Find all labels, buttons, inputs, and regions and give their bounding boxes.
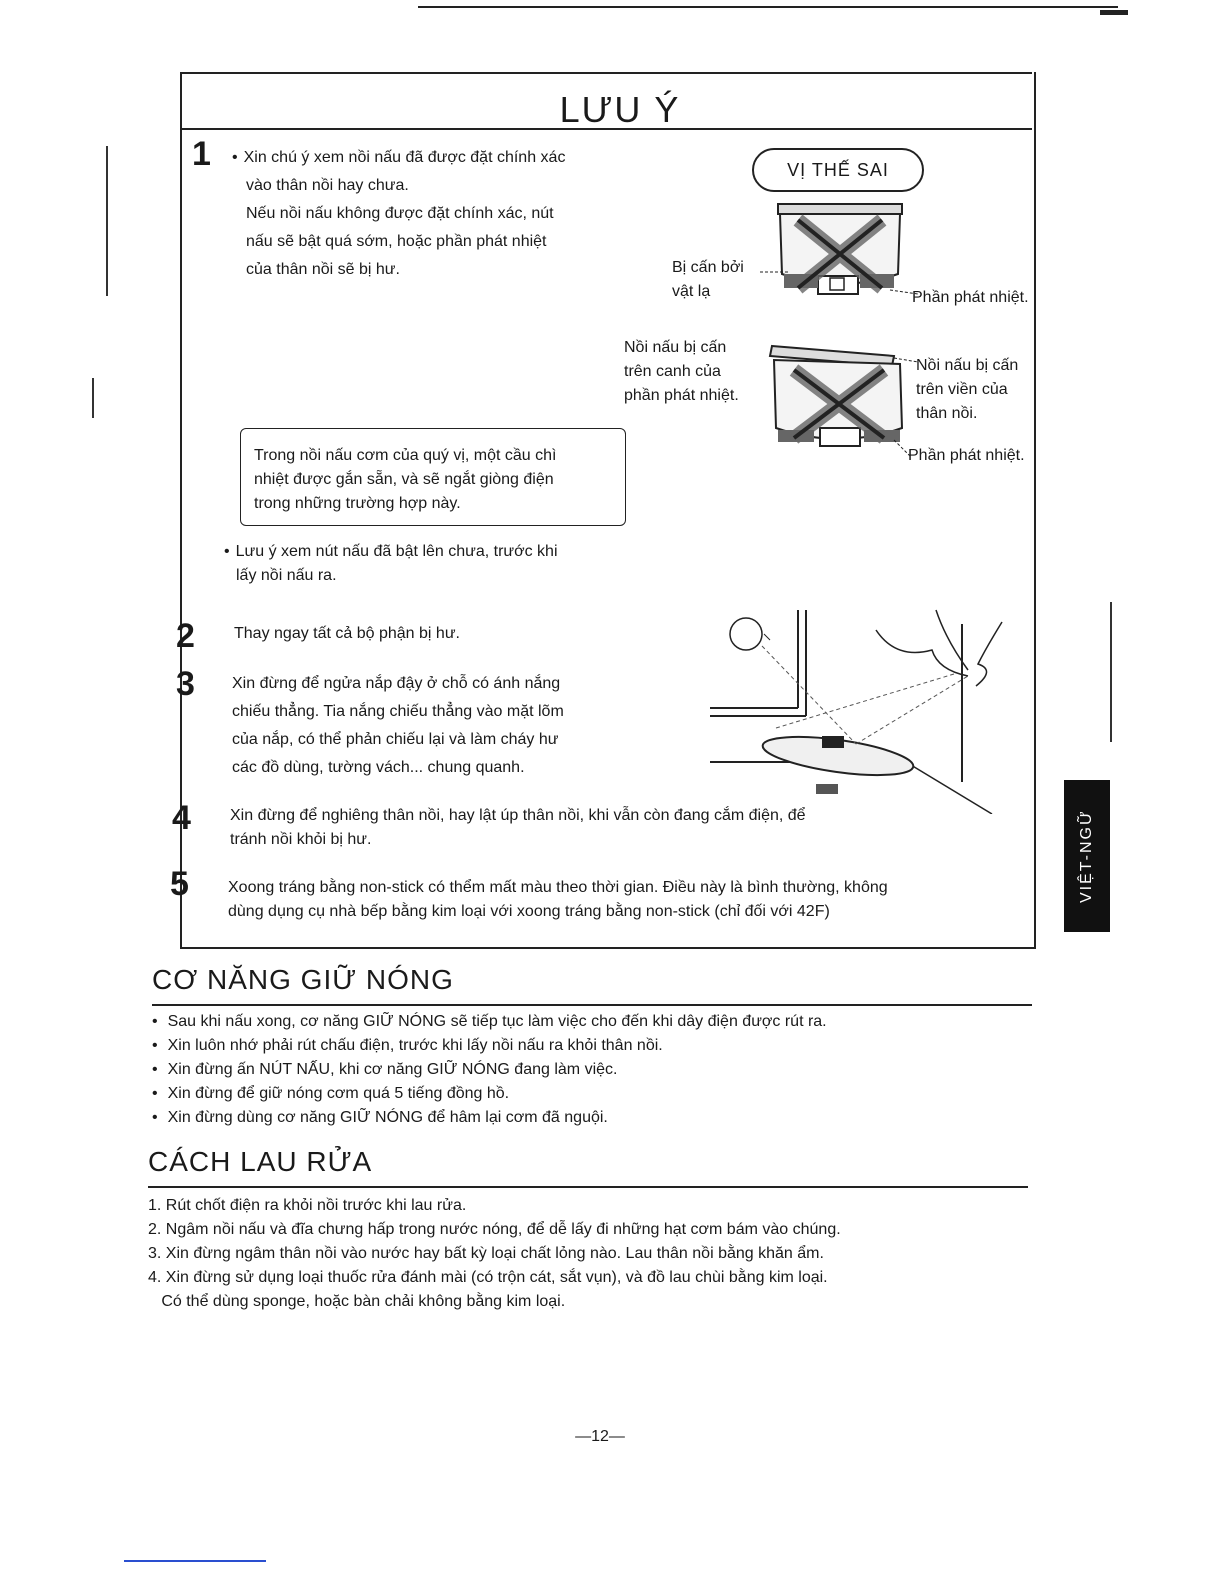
cleaning-list — [148, 1194, 1028, 1314]
fig2-right-line-3: thân nồi. — [916, 405, 978, 422]
item-1-extra-line-1: • Lưu ý xem nút nấu đã bật lên chưa, trước khi — [224, 540, 644, 564]
fig2-left-line-1: Nồi nấu bị cấn — [624, 339, 727, 356]
wrong-position-label: VỊ THẾ SAI — [752, 148, 924, 192]
item-4-line-2: tránh nồi khỏi bị hư. — [230, 831, 372, 848]
keep-warm-item-1: • Sau khi nấu xong, cơ năng GIỮ NÓNG sẽ tiếp tục làm việc cho đến khi dây điện được rút ra. — [152, 1010, 1032, 1034]
item-3-line-4: các đồ dùng, tường vách... chung quanh. — [232, 759, 525, 776]
keep-warm-item-4: • Xin đừng để giữ nóng cơm quá 5 tiếng đồng hồ. — [152, 1082, 1032, 1106]
item-1-line-3: Nếu nồi nấu không được đặt chính xác, nút — [246, 205, 554, 222]
fuse-note-text — [254, 444, 618, 516]
item-3-text — [232, 670, 672, 782]
cleaning-item-4-continuation: Có thể dùng sponge, hoặc bàn chải không bằng kim loại. — [148, 1293, 566, 1310]
fig1-left-caption — [672, 256, 744, 304]
item-1-text — [232, 144, 652, 284]
top-rule — [418, 6, 1118, 8]
keep-warm-item-3: • Xin đừng ấn NÚT NẤU, khi cơ năng GIỮ NÓNG đang làm việc. — [152, 1058, 1032, 1082]
item-1-extra-line-2: lấy nồi nấu ra. — [236, 567, 337, 584]
fuse-note-line-2: nhiệt được gắn sẵn, và sẽ ngắt giòng điện — [254, 471, 554, 488]
keep-warm-list — [152, 1010, 1032, 1130]
item-1-line-2: vào thân nồi hay chưa. — [246, 177, 409, 194]
item-number-3: 3 — [176, 665, 195, 703]
item-3-line-3: của nắp, có thể phản chiếu lại và làm cháy hư — [232, 731, 559, 748]
item-5-line-2: dùng dụng cụ nhà bếp bằng kim loại với xoong tráng bằng non-stick (chỉ đối với 42F) — [228, 903, 830, 920]
fig2-right-caption — [916, 354, 1018, 426]
cleaning-item-1: 1. Rút chốt điện ra khỏi nồi trước khi lau rửa. — [148, 1197, 467, 1214]
item-2-text: Thay ngay tất cả bộ phận bị hư. — [234, 625, 460, 642]
right-edge-mark — [1110, 602, 1112, 742]
fig2-right-line-2: trên viền của — [916, 381, 1008, 398]
left-edge-mark — [106, 146, 108, 296]
item-number-1: 1 — [192, 135, 211, 173]
page-number: —12— — [575, 1428, 625, 1445]
item-5-text — [228, 876, 1018, 924]
item-1-extra — [224, 540, 644, 588]
fig2-right-line-1: Nồi nấu bị cấn — [916, 357, 1019, 374]
left-edge-mark-2 — [92, 378, 94, 418]
cleaning-title: CÁCH LAU RỬA — [148, 1146, 373, 1177]
fig2-left-line-2: trên canh của — [624, 363, 721, 380]
keep-warm-item-5: • Xin đừng dùng cơ năng GIỮ NÓNG để hâm lại cơm đã nguội. — [152, 1106, 1032, 1130]
pot-foreign-object-illustration — [760, 190, 920, 310]
cleaning-item-2: 2. Ngâm nồi nấu và đĩa chưng hấp trong nước nóng, để dễ lấy đi những hạt cơm bám vào chúng. — [148, 1221, 841, 1238]
cleaning-item-3: 3. Xin đừng ngâm thân nồi vào nước hay bất kỳ loại chất lỏng nào. Lau thân nồi bằng khăn ẩm. — [148, 1245, 824, 1262]
sunlight-on-lid-illustration — [706, 604, 1026, 814]
fig2-bottom-caption: Phần phát nhiệt. — [908, 447, 1025, 464]
top-rule-end — [1100, 10, 1128, 15]
fig1-right-caption: Phần phát nhiệt. — [912, 289, 1029, 306]
item-4-text — [230, 804, 1010, 852]
pot-tilted-illustration — [764, 334, 920, 464]
keep-warm-title: CƠ NĂNG GIỮ NÓNG — [152, 964, 454, 995]
cleaning-rule — [148, 1186, 1028, 1188]
bottom-edge-line — [124, 1560, 266, 1562]
item-1-line-1: • Xin chú ý xem nồi nấu đã được đặt chính xác — [232, 144, 652, 172]
notice-heading: LƯU Ý — [559, 89, 681, 130]
item-1-line-5: của thân nồi sẽ bị hư. — [246, 261, 400, 278]
fig2-left-caption — [624, 336, 739, 408]
fig2-left-line-3: phần phát nhiệt. — [624, 387, 739, 404]
item-5-line-1: Xoong tráng bằng non-stick có thểm mất màu theo thời gian. Điều này là bình thường, không — [228, 879, 888, 896]
item-number-5: 5 — [170, 865, 189, 903]
item-1-line-4: nấu sẽ bật quá sớm, hoặc phần phát nhiệt — [246, 233, 547, 250]
language-tab-label: VIỆT-NGỮ — [1078, 809, 1095, 903]
item-number-4: 4 — [172, 799, 191, 837]
fuse-note-line-3: trong những trường hợp này. — [254, 495, 461, 512]
item-3-line-2: chiếu thẳng. Tia nắng chiếu thẳng vào mặt lõm — [232, 703, 564, 720]
fig1-left-line-2: vật lạ — [672, 283, 711, 300]
item-number-2: 2 — [176, 617, 195, 655]
cleaning-item-4: 4. Xin đừng sử dụng loại thuốc rửa đánh mài (có trộn cát, sắt vụn), và đồ lau chùi bằng kim loại. — [148, 1269, 828, 1286]
item-4-line-1: Xin đừng để nghiêng thân nồi, hay lật úp thân nồi, khi vẫn còn đang cắm điện, để — [230, 807, 806, 824]
fig1-left-line-1: Bị cấn bởi — [672, 259, 744, 276]
keep-warm-item-2: • Xin luôn nhớ phải rút chấu điện, trước khi lấy nồi nấu ra khỏi thân nồi. — [152, 1034, 1032, 1058]
keep-warm-rule — [152, 1004, 1032, 1006]
fuse-note-line-1: Trong nồi nấu cơm của quý vị, một cầu chì — [254, 447, 557, 464]
item-3-line-1: Xin đừng để ngửa nắp đậy ở chỗ có ánh nắng — [232, 675, 561, 692]
